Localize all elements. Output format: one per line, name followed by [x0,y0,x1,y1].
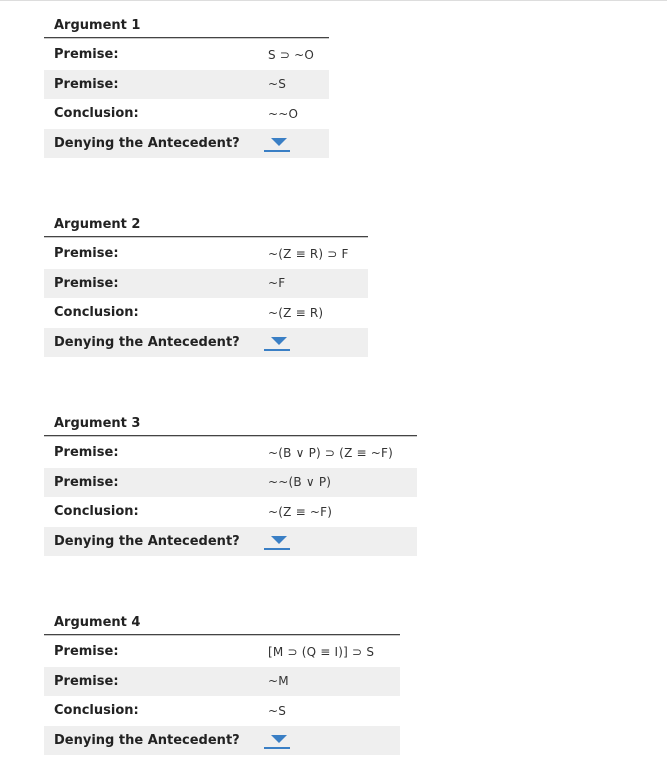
argument-title: Argument 3 [44,413,417,436]
question-row [44,129,329,159]
premise-label: Premise: [54,47,119,63]
premise-row-2 [44,269,368,299]
conclusion-value: ~(Z ≡ R) [268,305,324,320]
conclusion-value: ~~O [268,106,299,121]
chevron-down-icon [271,735,287,743]
premise-value: ~~(B ∨ P) [268,475,332,490]
premise-label: Premise: [54,246,119,262]
premise-row-1 [44,637,400,667]
conclusion-label: Conclusion: [54,305,139,321]
conclusion-label: Conclusion: [54,504,139,520]
conclusion-label: Conclusion: [54,106,139,122]
conclusion-value: ~(Z ≡ ~F) [268,504,333,519]
premise-row-1 [44,239,368,269]
argument-1 [44,15,329,158]
premise-label: Premise: [54,673,119,689]
conclusion-row [44,497,417,527]
chevron-down-icon [271,138,287,146]
premise-row-1 [44,40,329,70]
question-row [44,328,368,358]
dropdown-underline [264,150,290,152]
conclusion-row [44,298,368,328]
answer-dropdown[interactable] [262,333,294,351]
premise-row-2 [44,667,400,697]
answer-dropdown[interactable] [262,532,294,550]
premise-label: Premise: [54,76,119,92]
argument-2 [44,214,368,357]
question-row [44,527,417,557]
argument-title: Argument 4 [44,612,400,635]
question-label: Denying the Antecedent? [54,533,240,549]
question-label: Denying the Antecedent? [54,334,240,350]
question-label: Denying the Antecedent? [54,135,240,151]
premise-row-2 [44,468,417,498]
conclusion-value: ~S [268,703,287,718]
question-label: Denying the Antecedent? [54,732,240,748]
premise-label: Premise: [54,644,119,660]
premise-value: ~(B ∨ P) ⊃ (Z ≡ ~F) [268,445,394,460]
conclusion-label: Conclusion: [54,703,139,719]
premise-value: S ⊃ ~O [268,47,315,62]
premise-label: Premise: [54,445,119,461]
conclusion-row [44,696,400,726]
premise-label: Premise: [54,474,119,490]
premise-value: ~M [268,674,289,689]
argument-title: Argument 2 [44,214,368,237]
question-row [44,726,400,756]
dropdown-underline [264,747,290,749]
premise-value: ~(Z ≡ R) ⊃ F [268,246,349,261]
premise-value: [M ⊃ (Q ≡ I)] ⊃ S [268,644,375,659]
argument-3 [44,413,417,556]
premise-row-1 [44,438,417,468]
argument-title: Argument 1 [44,15,329,38]
answer-dropdown[interactable] [262,731,294,749]
chevron-down-icon [271,337,287,345]
argument-4 [44,612,400,755]
premise-label: Premise: [54,275,119,291]
top-divider [0,0,667,1]
conclusion-row [44,99,329,129]
dropdown-underline [264,548,290,550]
premise-value: ~S [268,77,287,92]
chevron-down-icon [271,536,287,544]
answer-dropdown[interactable] [262,134,294,152]
premise-value: ~F [268,276,286,291]
dropdown-underline [264,349,290,351]
premise-row-2 [44,70,329,100]
